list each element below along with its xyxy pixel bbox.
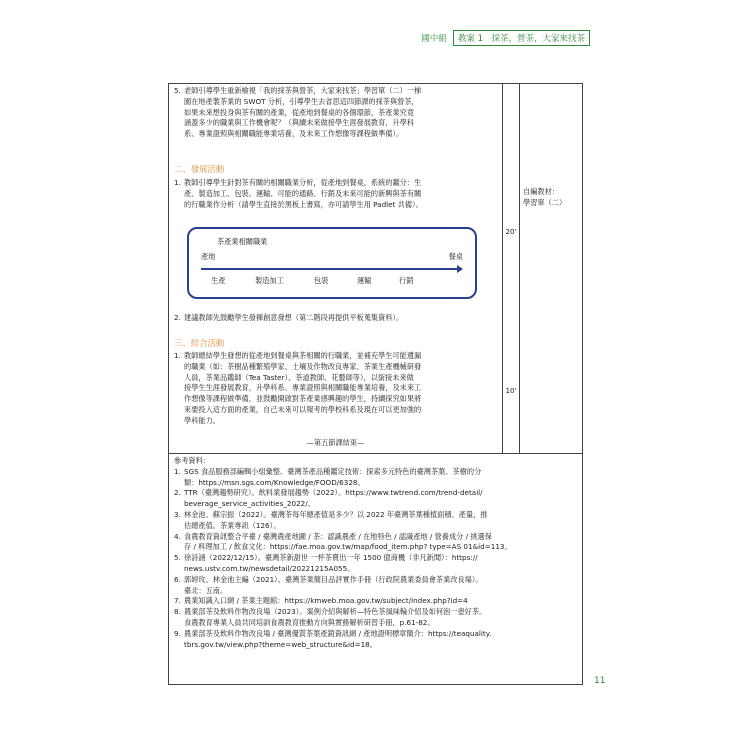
line: 的職業（如：茶樹品種繁殖學家、土壤及作物改良專家、茶業生產機械研發 (184, 361, 422, 371)
grade-label: 國中組 (421, 34, 447, 44)
activity-item-5 (174, 86, 496, 140)
time-column-divider (502, 84, 503, 453)
ref-line: 林金池、蘇宗振（2022）。臺灣茶每年總產值是多少？以 2022 年臺灣茶葉種植面積、產量，推 (184, 509, 488, 519)
item-text (184, 178, 496, 210)
lesson-title-box: 教案 1 採茶，營茶，大家來找茶 (453, 30, 590, 46)
ref-line: 郭婷玫、林金池主編（2021）。臺灣茶業簡目品評實作手冊（行政院農業委員會茶業改良場）。 (184, 574, 483, 584)
reference-item (174, 488, 577, 510)
line: 系、專業證照與相關職能專業培養，及未來工作想像等課程做準備）。 (184, 129, 404, 139)
ref-line: news.ustv.com.tw/newsdetail/20221215A055。 (184, 563, 355, 573)
class-end-marker: —第五節課結束— (306, 438, 365, 447)
ref-number: 4. (174, 531, 181, 541)
development-item-2 (174, 313, 496, 324)
reference-item (174, 532, 577, 554)
ref-line: 農業部茶及飲料作物改良場 / 臺灣優質茶葉產銷資訊網 / 產地證明標章簡介：https://teaquality. (184, 628, 492, 638)
stage-label-packaging: 包裝 (314, 276, 329, 285)
summary-item-1 (174, 351, 496, 427)
reference-item (174, 553, 577, 575)
diagram-end-label: 餐桌 (448, 252, 463, 261)
item-number: 5. (174, 86, 181, 95)
ref-line: beverage_service_activities_2022/。 (184, 499, 315, 509)
item-number: 1. (174, 351, 181, 360)
line: 教師總結學生發想的從產地到餐桌與茶相關的行職業，並補充學生可能遺漏 (184, 351, 422, 360)
diagram-title: 茶產業相關職業 (217, 237, 268, 246)
resource-cell (523, 187, 579, 209)
line: 接學生生涯發展教育，升學科系、專業證照與相關職能專業培養，及未來工 (184, 383, 422, 393)
ref-number: 1. (174, 466, 181, 476)
ref-line: 類：https://msn.sgs.com/Knowledge/FOOD/6328。 (184, 477, 365, 487)
section-title-summary: 三、綜合活動 (174, 338, 225, 348)
item-text (184, 351, 496, 427)
resource-column-divider (519, 84, 520, 453)
time-label-summary: 10' (505, 386, 517, 395)
ref-line: 臺北：五南。 (184, 585, 228, 595)
reference-item (174, 596, 577, 607)
ref-number: 9. (174, 628, 181, 638)
ref-line: 存 / 料理加工 / 飲食文化：https://fae.moa.gov.tw/map/food_item.php? type=AS 01&id=113。 (184, 542, 512, 552)
ref-number: 2. (174, 488, 181, 498)
reference-item (174, 510, 577, 532)
lesson-table (168, 83, 583, 685)
ref-line: 食農教育資訊整合平臺 / 臺灣農產地圖 / 茶：認識農產 / 在地特色 / 認識產地 / 營養成分 / 挑選保 (184, 531, 492, 541)
line: 教師引導學生針對茶有關的相關職業分析，從產地到餐桌，系統的鑑分：生 (184, 178, 422, 187)
stage-label-processing: 製造加工 (255, 276, 284, 285)
ref-line: 農業部茶及飲料作物改良場（2023）。案例介紹與解析—特色茶風味輪介紹及如何泡一壺好茶。 (184, 607, 487, 617)
item-text (184, 86, 496, 140)
item-number: 2. (174, 313, 181, 322)
item-text (184, 313, 496, 324)
line: 產、製造加工、包裝、運輸、可能的通路、行銷及未來可能的新興與茶有關 (184, 188, 422, 198)
ref-number: 8. (174, 607, 181, 617)
ref-number: 5. (174, 553, 181, 563)
ref-number: 7. (174, 596, 181, 606)
resource-line: 自編教材： (523, 187, 559, 196)
stage-label-marketing: 行銷 (399, 276, 414, 285)
line: 如果未來想投身與茶有關的產業，從產地到餐桌的各個環節，茶產業究竟 (184, 107, 415, 117)
line: 來要投入這方面的產業，自己未來可以報考的學校科系及現在可以更加強的 (184, 404, 422, 414)
stage-label-production: 生產 (211, 276, 226, 285)
section-title-development: 二、發展活動 (174, 164, 225, 174)
ref-number: 6. (174, 574, 181, 584)
ref-line: 農業知識入口網 / 茶業主題館：https://kmweb.moa.gov.tw/subject/index.php?id=4 (184, 596, 468, 606)
ref-line: 估總產值。茶業專訊（126）。 (184, 520, 281, 530)
ref-number: 3. (174, 509, 181, 519)
page-number: 11 (594, 676, 606, 686)
line: 學科能力。 (184, 415, 220, 425)
ref-line: TTR（臺灣趨勢研究）。飲料業發展趨勢（2022）。https://www.twtrend.com/trend-detail/ (184, 488, 483, 498)
ref-line: 食農教育專業人員共同培訓食農教育推動方向與實務解析研習手冊，p.61-82。 (184, 617, 435, 627)
reference-item (174, 629, 577, 651)
line: 人員，茶業品鑑師（Tea Taster）、茶道教師、花藝師等），以銜接未來做 (184, 372, 414, 382)
references-title: 參考資料： (174, 456, 210, 465)
time-label-development: 20' (505, 227, 517, 236)
flow-arrow-icon (201, 265, 463, 273)
ref-line: tbrs.gov.tw/view.php?theme=web_structure&id=18。 (184, 639, 377, 649)
development-item-1 (174, 178, 496, 210)
line: 涵蓋多少的職業與工作機會呢？（與續未來做接學生涯發展教育，升學科 (184, 118, 415, 128)
line: 的行職業作分析（請學生直接於黑板上書寫，亦可請學生用 Padlet 共備）。 (184, 199, 423, 209)
line: 建議教師先鼓勵學生發揮創意發想（第二階段再提供平板蒐集資料）。 (184, 313, 404, 322)
item-number: 1. (174, 178, 181, 187)
line: 園在地產製茶業的 SWOT 分析，引導學生去省思這四節課的採茶與營茶， (184, 96, 419, 106)
industry-flow-diagram (187, 227, 477, 299)
resource-line: 學習單（二） (523, 197, 567, 207)
reference-item (174, 607, 577, 629)
page-header (421, 30, 590, 46)
diagram-start-label: 產地 (201, 252, 216, 261)
line: 作想像等課程做準備，並鼓勵開啟對茶產業感興趣的學生，持續探究如果將 (184, 394, 422, 404)
reference-item (174, 467, 577, 489)
references-section (174, 456, 577, 650)
ref-line: SGS 食品服務部編輯小組彙整。臺灣茶產品種鑑定技術：探索多元特色的臺灣茶葉、茶樹的分 (184, 466, 482, 476)
stage-label-transport: 運輸 (357, 276, 372, 285)
ref-line: 徐詩涵（2022/12/15）。臺灣茶新甜世 一杯茶賣出一年 1500 億商機（非凡新聞）：https:// (184, 553, 478, 563)
line: 老師引導學生重新檢視「我的採茶與營茶，大家來找茶」學習單（二）一梯 (184, 86, 422, 95)
reference-item (174, 575, 577, 597)
